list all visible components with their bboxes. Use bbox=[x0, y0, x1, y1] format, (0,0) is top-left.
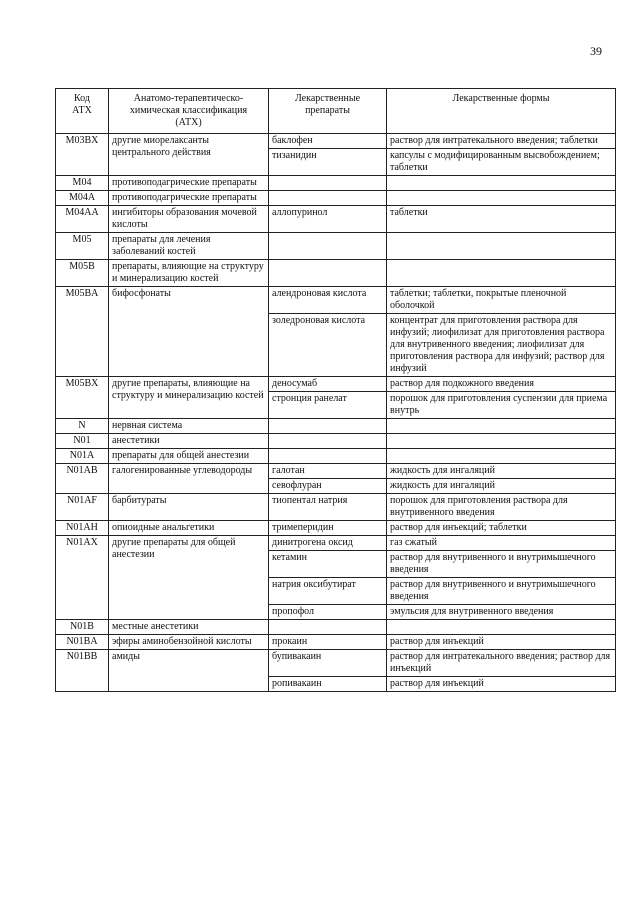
atx-code-cell: M04A bbox=[56, 191, 109, 206]
atx-code-cell: N01BB bbox=[56, 650, 109, 692]
drug-cell: тримеперидин bbox=[269, 521, 387, 536]
drug-cell bbox=[269, 191, 387, 206]
dosage-forms-cell: порошок для приготовления суспензии для приема внутрь bbox=[387, 392, 616, 419]
header-forms-line: Лекарственные формы bbox=[452, 93, 550, 104]
atx-code-cell: M04 bbox=[56, 176, 109, 191]
table-row bbox=[56, 521, 616, 536]
atx-classification-cell: другие миорелаксанты центрального действия bbox=[109, 134, 269, 176]
table-row bbox=[56, 620, 616, 635]
drug-cell bbox=[269, 176, 387, 191]
atx-classification-cell: противоподагрические препараты bbox=[109, 191, 269, 206]
atx-classification-cell: местные анестетики bbox=[109, 620, 269, 635]
atx-classification-cell: анестетики bbox=[109, 434, 269, 449]
table-row bbox=[56, 650, 616, 677]
table-row bbox=[56, 635, 616, 650]
dosage-forms-cell: жидкость для ингаляций bbox=[387, 464, 616, 479]
dosage-forms-cell: жидкость для ингаляций bbox=[387, 479, 616, 494]
dosage-forms-cell: раствор для интратекального введения; таблетки bbox=[387, 134, 616, 149]
atx-code-cell: N01AF bbox=[56, 494, 109, 521]
table-row bbox=[56, 287, 616, 314]
table-row bbox=[56, 419, 616, 434]
drug-cell: алендроновая кислота bbox=[269, 287, 387, 314]
table-row bbox=[56, 449, 616, 464]
dosage-forms-cell: концентрат для приготовления раствора для инфузий; лиофилизат для приготовления раствора для внутривенного введения; лиофилизат для приготовления раствора для инфузий; раствор для инфузий bbox=[387, 314, 616, 377]
atx-classification-cell: другие препараты, влияющие на структуру и минерализацию костей bbox=[109, 377, 269, 419]
atx-code-cell: N01BA bbox=[56, 635, 109, 650]
atx-classification-cell: ингибиторы образования мочевой кислоты bbox=[109, 206, 269, 233]
drug-cell: баклофен bbox=[269, 134, 387, 149]
drug-cell bbox=[269, 620, 387, 635]
table-row bbox=[56, 206, 616, 233]
dosage-forms-cell: раствор для инъекций bbox=[387, 677, 616, 692]
table-row bbox=[56, 464, 616, 479]
atx-code-cell: M05BA bbox=[56, 287, 109, 377]
header-forms bbox=[387, 89, 616, 134]
atx-classification-cell: другие препараты для общей анестезии bbox=[109, 536, 269, 620]
drug-cell: стронция ранелат bbox=[269, 392, 387, 419]
drug-cell: тизанидин bbox=[269, 149, 387, 176]
table-row bbox=[56, 434, 616, 449]
table-row bbox=[56, 494, 616, 521]
drug-cell: натрия оксибутират bbox=[269, 578, 387, 605]
dosage-forms-cell: раствор для внутривенного и внутримышечного введения bbox=[387, 578, 616, 605]
drug-cell: динитрогена оксид bbox=[269, 536, 387, 551]
atx-code-cell: N01AB bbox=[56, 464, 109, 494]
drug-cell bbox=[269, 233, 387, 260]
dosage-forms-cell bbox=[387, 233, 616, 260]
drug-cell bbox=[269, 419, 387, 434]
page-number: 39 bbox=[590, 44, 602, 58]
atx-classification-cell: противоподагрические препараты bbox=[109, 176, 269, 191]
dosage-forms-cell: порошок для приготовления раствора для внутривенного введения bbox=[387, 494, 616, 521]
header-classification bbox=[109, 89, 269, 134]
header-drugs bbox=[269, 89, 387, 134]
table-row bbox=[56, 176, 616, 191]
dosage-forms-cell: таблетки bbox=[387, 206, 616, 233]
drug-cell bbox=[269, 449, 387, 464]
atx-classification-cell: бифосфонаты bbox=[109, 287, 269, 377]
atx-classification-cell: эфиры аминобензойной кислоты bbox=[109, 635, 269, 650]
dosage-forms-cell: раствор для подкожного введения bbox=[387, 377, 616, 392]
dosage-forms-cell: газ сжатый bbox=[387, 536, 616, 551]
drug-cell: тиопентал натрия bbox=[269, 494, 387, 521]
dosage-forms-cell bbox=[387, 419, 616, 434]
table-body bbox=[56, 134, 616, 692]
header-drugs-line: препараты bbox=[305, 105, 350, 116]
header-classification-line: химическая классификация bbox=[129, 105, 248, 116]
dosage-forms-cell bbox=[387, 176, 616, 191]
atx-table bbox=[55, 88, 616, 692]
atx-classification-cell: барбитураты bbox=[109, 494, 269, 521]
drug-cell: прокаин bbox=[269, 635, 387, 650]
dosage-forms-cell bbox=[387, 191, 616, 206]
atx-classification-cell: нервная система bbox=[109, 419, 269, 434]
drug-cell: бупивакаин bbox=[269, 650, 387, 677]
dosage-forms-cell bbox=[387, 260, 616, 287]
atx-code-cell: M05B bbox=[56, 260, 109, 287]
atx-code-cell: N01 bbox=[56, 434, 109, 449]
atx-code-cell: N bbox=[56, 419, 109, 434]
header-classification-line: Анатомо-терапевтическо- bbox=[133, 93, 244, 104]
header-code-line: Код bbox=[74, 93, 90, 104]
dosage-forms-cell: раствор для инъекций; таблетки bbox=[387, 521, 616, 536]
drug-cell: севофлуран bbox=[269, 479, 387, 494]
atx-code-cell: M04AA bbox=[56, 206, 109, 233]
table-header bbox=[56, 89, 616, 134]
header-drugs-line: Лекарственные bbox=[294, 93, 361, 104]
atx-code-cell: N01B bbox=[56, 620, 109, 635]
atx-classification-cell: опиоидные анальгетики bbox=[109, 521, 269, 536]
dosage-forms-cell: раствор для интратекального введения; раствор для инъекций bbox=[387, 650, 616, 677]
table-row bbox=[56, 536, 616, 551]
atx-classification-cell: амиды bbox=[109, 650, 269, 692]
dosage-forms-cell: капсулы с модифицированным высвобождением; таблетки bbox=[387, 149, 616, 176]
drug-cell: аллопуринол bbox=[269, 206, 387, 233]
drug-cell: галотан bbox=[269, 464, 387, 479]
atx-code-cell: N01A bbox=[56, 449, 109, 464]
drug-cell: золедроновая кислота bbox=[269, 314, 387, 377]
dosage-forms-cell: таблетки; таблетки, покрытые пленочной оболочкой bbox=[387, 287, 616, 314]
header-code bbox=[56, 89, 109, 134]
table-row bbox=[56, 233, 616, 260]
table-row bbox=[56, 191, 616, 206]
dosage-forms-cell: раствор для внутривенного и внутримышечного введения bbox=[387, 551, 616, 578]
drug-cell: кетамин bbox=[269, 551, 387, 578]
header-classification-line: (АТХ) bbox=[175, 117, 202, 128]
drug-cell: ропивакаин bbox=[269, 677, 387, 692]
atx-classification-cell: препараты для общей анестезии bbox=[109, 449, 269, 464]
table-row bbox=[56, 377, 616, 392]
atx-code-cell: M05BX bbox=[56, 377, 109, 419]
drug-cell bbox=[269, 434, 387, 449]
atx-classification-cell: препараты, влияющие на структуру и минерализацию костей bbox=[109, 260, 269, 287]
atx-code-cell: M05 bbox=[56, 233, 109, 260]
atx-code-cell: M03BX bbox=[56, 134, 109, 176]
atx-classification-cell: препараты для лечения заболеваний костей bbox=[109, 233, 269, 260]
drug-cell: деносумаб bbox=[269, 377, 387, 392]
atx-code-cell: N01AH bbox=[56, 521, 109, 536]
header-code-line: АТХ bbox=[72, 105, 92, 116]
drug-cell: пропофол bbox=[269, 605, 387, 620]
dosage-forms-cell bbox=[387, 620, 616, 635]
dosage-forms-cell bbox=[387, 434, 616, 449]
table-row bbox=[56, 134, 616, 149]
table-row bbox=[56, 260, 616, 287]
atx-code-cell: N01AX bbox=[56, 536, 109, 620]
dosage-forms-cell: эмульсия для внутривенного введения bbox=[387, 605, 616, 620]
dosage-forms-cell bbox=[387, 449, 616, 464]
dosage-forms-cell: раствор для инъекций bbox=[387, 635, 616, 650]
drug-cell bbox=[269, 260, 387, 287]
atx-classification-cell: галогенированные углеводороды bbox=[109, 464, 269, 494]
